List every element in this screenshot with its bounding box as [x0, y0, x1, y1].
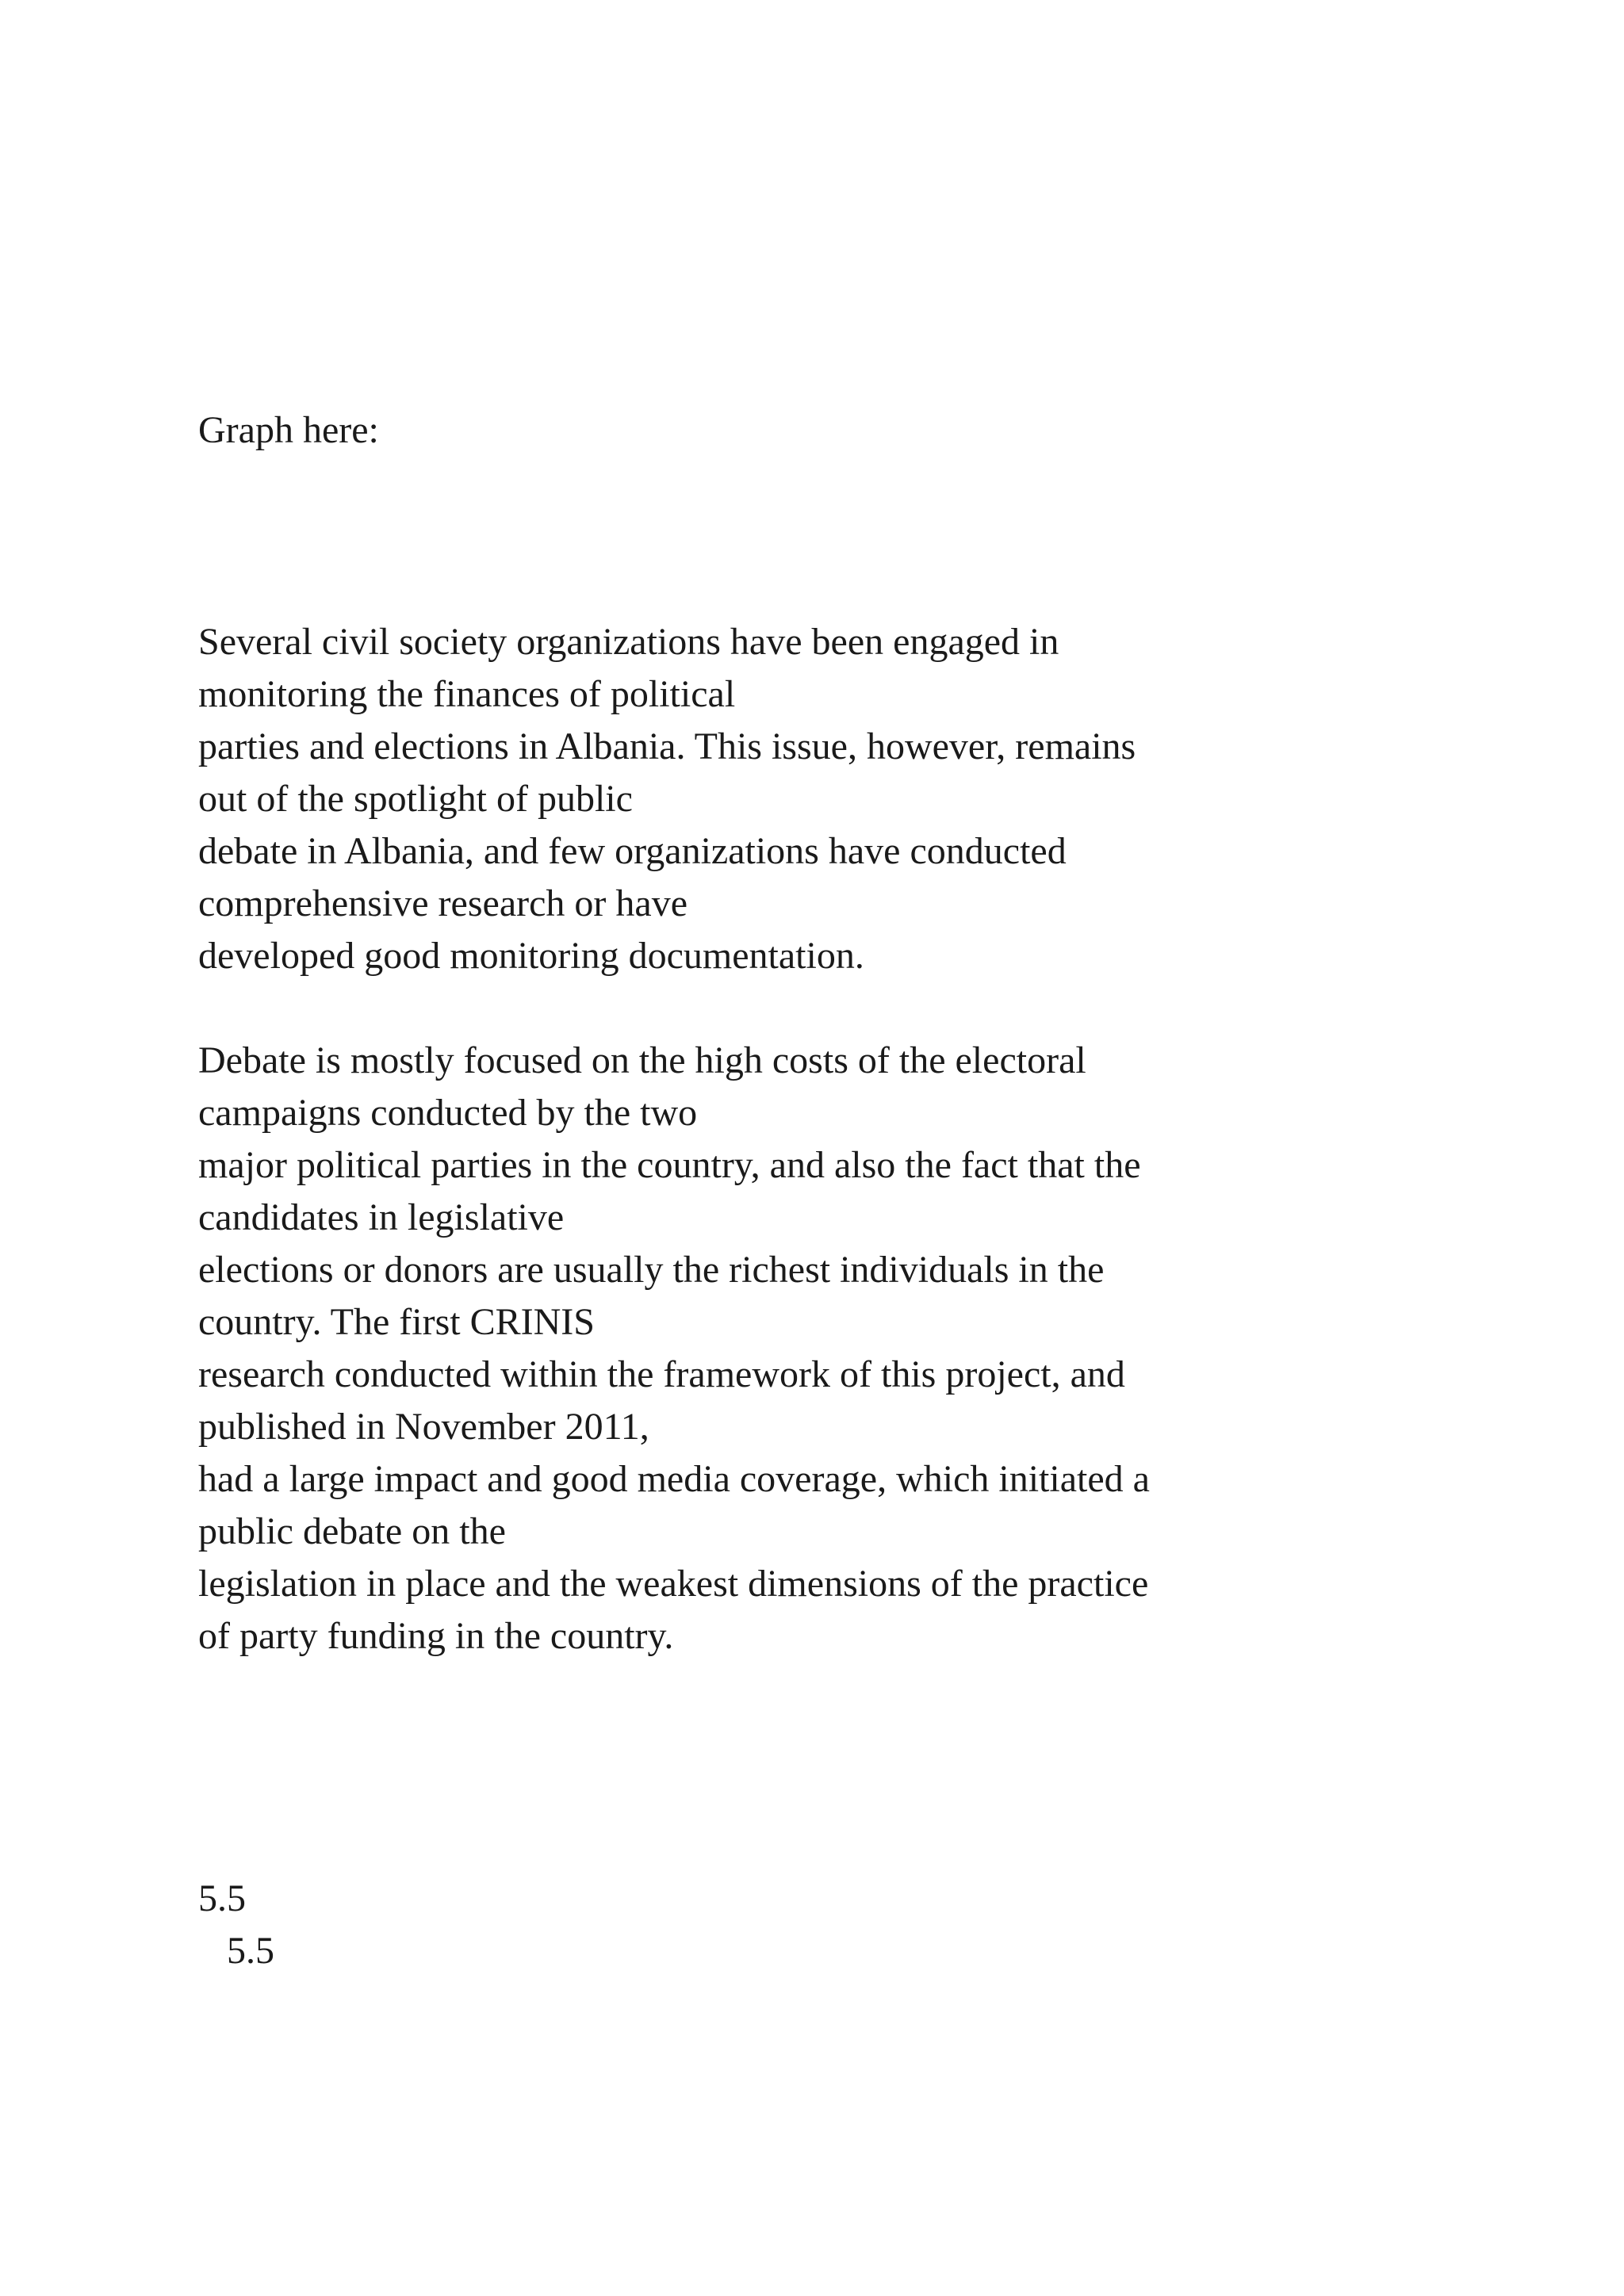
paragraph-line: candidates in legislative [198, 1196, 565, 1238]
paragraph-line: research conducted within the framework of this project, and [198, 1353, 1125, 1395]
paragraph-line: major political parties in the country, and also the fact that the [198, 1144, 1141, 1186]
paragraph-line: Several civil society organizations have been engaged in [198, 621, 1059, 663]
paragraph-line: campaigns conducted by the two [198, 1092, 698, 1134]
paragraph-line: public debate on the [198, 1510, 506, 1552]
paragraph-line: published in November 2011, [198, 1406, 649, 1448]
paragraph-line: legislation in place and the weakest dimensions of the practice [198, 1563, 1149, 1605]
paragraph-line: debate in Albania, and few organizations have conducted [198, 830, 1067, 872]
paragraph-line: comprehensive research or have [198, 882, 688, 924]
paragraph-line: elections or donors are usually the richest individuals in the [198, 1249, 1105, 1291]
paragraph-line: parties and elections in Albania. This issue, however, remains [198, 725, 1136, 767]
value-label: 5.5 [198, 1877, 246, 1919]
graph-placeholder-heading: Graph here: [198, 409, 379, 451]
value-label: 5.5 [198, 1930, 274, 1972]
paragraph-line: monitoring the finances of political [198, 673, 736, 715]
paragraph-line: country. The first CRINIS [198, 1301, 595, 1343]
paragraph-line: Debate is mostly focused on the high costs of the electoral [198, 1039, 1086, 1081]
paragraph-line: of party funding in the country. [198, 1615, 674, 1657]
paragraph-line: had a large impact and good media coverage, which initiated a [198, 1458, 1150, 1500]
paragraph-line: out of the spotlight of public [198, 778, 633, 820]
paragraph-line: developed good monitoring documentation. [198, 935, 864, 977]
